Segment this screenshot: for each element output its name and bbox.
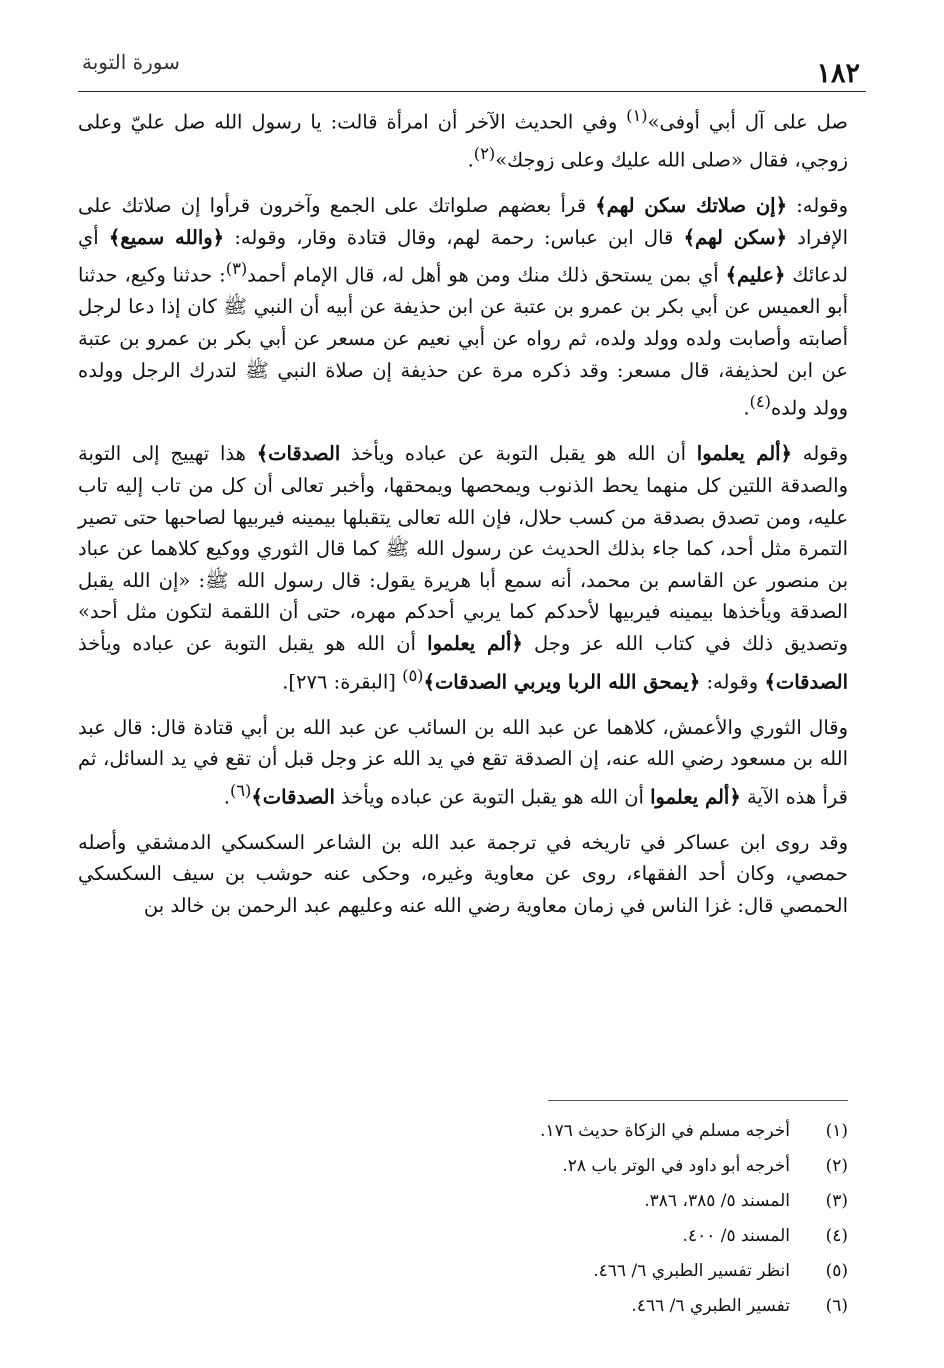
footnote-text: أخرجه مسلم في الزكاة حديث ١٧٦.: [540, 1121, 790, 1141]
text-run: وقوله: [791, 442, 848, 466]
text-run: صل على آل أبي أوفى»: [647, 110, 848, 134]
text-run: : حدثنا وكيع، حدثنا أبو العميس عن أبي بكر بن عمرو بن عتبة عن ابن حذيفة عن أبيه أن النبي ﷺ كان إذا دعا لرجل أصابته وأصابت ولده وولد ولده، ثم رواه عن أبي نعيم عن مسعر عن أبي بكر بن عمرو بن عتبة عن ابن لحذيفة، قال مسعر: وقد ذكره مرة عن حذيفة إن صلاة النبي ﷺ لتدرك الرجل وولده وولد ولده: [78, 263, 848, 420]
text-run: وفي الحديث الآخر أن امرأة قالت: يا رسول الله صل عليّ وعلى زوجي، فقال «صلى الله عليك وعلى زوجك»: [78, 110, 848, 172]
text-run: أن الله هو يقبل التوبة عن عباده ويأخذ: [334, 785, 651, 809]
quran-quote: ﴿إن صلاتك سكن لهم﴾: [595, 194, 788, 218]
footnote-item: [348, 1289, 848, 1324]
text-run: هذا تهييج إلى التوبة والصدقة اللتين كل منهما يحط الذنوب ويمحصها ويمحقها، وأخبر تعالى أن كل من تاب إليه تاب عليه، ومن تصدق بصدقة من كسب حلال، فإن الله تعالى يتقبلها بيمينه فيربيها لصاحبها حتى تصير التمرة مثل أحد، كما جاء بذلك الحديث عن رسول الله ﷺ كما قال الثوري ووكيع كلاهما عن عباد بن منصور عن القاسم بن محمد، أنه سمع أبا هريرة يقول: قال رسول الله ﷺ: «إن الله يقبل الصدقة ويأخذها بيمينه فيربيها لأحدكم كما يربي أحدكم مهره، حتى أن اللقمة لتكون مثل أحد» وتصديق ذلك في كتاب الله عز وجل: [78, 442, 848, 655]
text-run: أي بمن يستحق ذلك منك ومن هو أهل له، قال الإمام أحمد: [247, 263, 726, 287]
quran-quote: ﴿يمحق الله الربا ويربي الصدقات﴾: [423, 670, 701, 693]
quran-quote: الصدقات﴾: [256, 442, 341, 466]
footnote-ref: (٥): [402, 665, 424, 685]
quran-quote: ﴿والله سميع﴾: [108, 225, 225, 249]
footnote-number: (٢): [825, 1156, 848, 1176]
footnotes: [348, 1114, 848, 1324]
quran-quote: ﴿سكن لهم﴾: [683, 225, 788, 249]
footnote-ref: (٢): [473, 144, 496, 164]
text-run: قال ابن عباس: رحمة لهم، وقال قتادة وقار، وقوله:: [224, 225, 684, 249]
text-run: وقوله:: [787, 194, 848, 218]
quran-quote: ﴿ألم يعلموا: [650, 785, 741, 809]
paragraph: [78, 827, 848, 922]
paragraph: [78, 100, 848, 176]
quran-quote: الصدقات﴾: [764, 670, 848, 693]
text-run: وقوله:: [700, 670, 765, 693]
footnote-text: المسند ٥/ ٣٨٥، ٣٨٦.: [644, 1191, 790, 1211]
text-run: وقال الثوري والأعمش، كلاهما عن عبد الله بن السائب عن عبد الله بن أبي قتادة قال: قال عبد الله بن مسعود رضي الله عنه، إن الصدقة تقع في يد الله عز وجل قبل أن تقع في يد السائل، ثم قرأ هذه الآية: [78, 715, 848, 809]
text-run: وقد روى ابن عساكر في تاريخه في ترجمة عبد الله بن الشاعر السكسكي الدمشقي وأصله حمصي، وكان أحد الفقهاء، روى عن معاوية وغيره، وحكى عنه حوشب بن سيف السكسكي الحمصي قال: غزا الناس في زمان معاوية رضي الله عنه وعليهم عبد الرحمن بن خالد بن: [78, 830, 849, 918]
text-run: .: [743, 396, 750, 420]
footnote-ref: (٤): [749, 392, 771, 412]
text-run: أن الله هو يقبل التوبة عن عباده ويأخذ: [340, 442, 697, 466]
quran-quote: ﴿ألم يعلموا: [427, 631, 523, 655]
footnote-item: [348, 1219, 848, 1254]
footnote-text: أخرجه أبو داود في الوتر باب ٢٨.: [562, 1156, 790, 1176]
footnote-ref: (١): [626, 106, 648, 125]
text-run: [البقرة: ٢٧٦].: [282, 670, 403, 693]
footnote-text: انظر تفسير الطبري ٦/ ٤٦٦.: [593, 1261, 790, 1281]
footnote-item: [348, 1254, 848, 1289]
quran-quote: ﴿ألم يعلموا: [696, 442, 792, 466]
text-run: أي لدعائك: [78, 225, 848, 287]
footnote-ref: (٣): [225, 259, 248, 279]
text-run: أن الله هو يقبل التوبة عن عباده ويأخذ: [78, 631, 428, 655]
page-header: [78, 44, 866, 94]
paragraph: [78, 712, 848, 813]
text-run: قرأ بعضهم صلواتك على الجمع وآخرون قرأوا إن صلاتك على الإفراد: [78, 194, 849, 249]
page-number: ١٨٢: [816, 58, 860, 89]
footnote-text: تفسير الطبري ٦/ ٤٦٦.: [631, 1296, 790, 1316]
main-text: [78, 100, 848, 936]
text-run: .: [223, 785, 230, 809]
header-rule: [78, 91, 866, 92]
footnote-item: [348, 1114, 848, 1149]
footnote-number: (١): [825, 1121, 848, 1141]
chapter-title: سورة التوبة: [82, 50, 180, 74]
footnote-number: (٤): [825, 1226, 848, 1246]
paragraph: [78, 190, 848, 424]
footnote-number: (٥): [825, 1261, 848, 1281]
footnote-item: [348, 1184, 848, 1219]
quran-quote: ﴿عليم﴾: [725, 263, 786, 287]
footnote-number: (٦): [825, 1296, 848, 1316]
text-run: .: [467, 148, 474, 172]
paragraph: [78, 438, 848, 697]
footnote-number: (٣): [825, 1191, 848, 1211]
footnote-item: [348, 1149, 848, 1184]
footnote-text: المسند ٥/ ٤٠٠.: [682, 1226, 790, 1246]
footnote-ref: (٦): [229, 780, 252, 800]
quran-quote: الصدقات﴾: [251, 785, 335, 809]
footnote-separator: [548, 1100, 848, 1101]
